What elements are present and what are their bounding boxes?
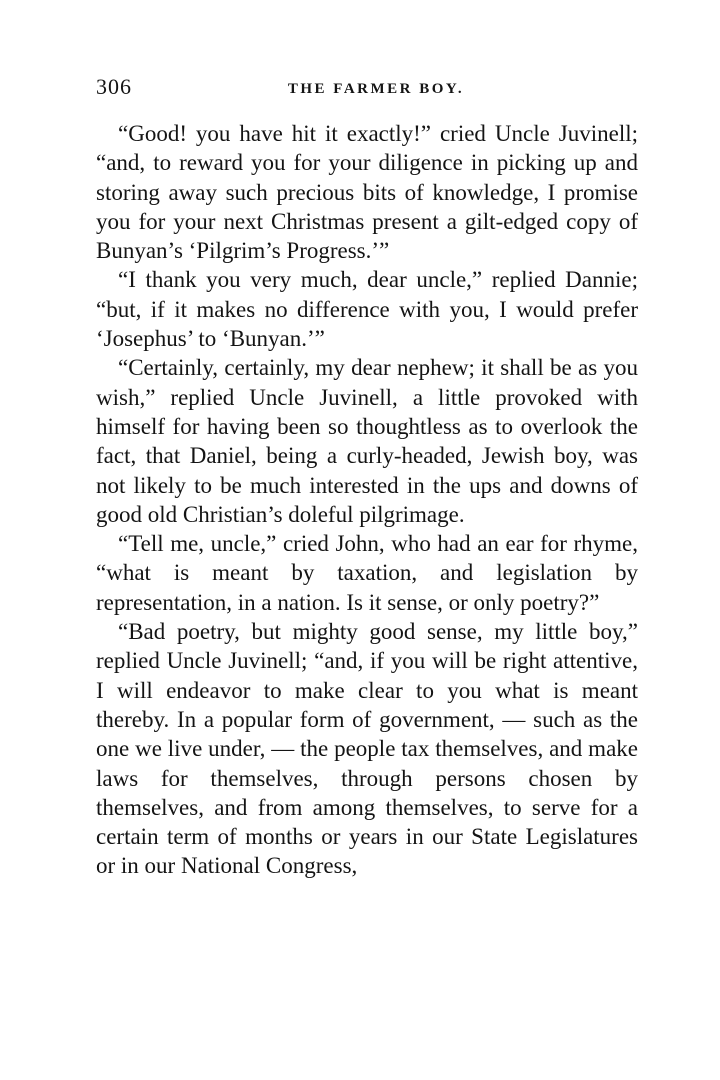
body-text xyxy=(96,119,638,881)
page-header xyxy=(96,72,638,102)
paragraph: “Good! you have hit it exactly!” cried Uncle Juvinell; “and, to reward you for your diligence in picking up and storing away such precious bits of knowledge, I promise you for your next Christmas present a gilt-edged copy of Bunyan’s ‘Pilgrim’s Progress.’” xyxy=(96,121,638,264)
paragraph: “Certainly, certainly, my dear nephew; it shall be as you wish,” replied Uncle Juvinell, a little provoked with himself for having been so thoughtless as to overlook the fact, that Daniel, being a curly-headed, Jewish boy, was not likely to be much interested in the ups and downs of good old Christian’s doleful pilgrimage. xyxy=(96,355,638,527)
paragraph: “I thank you very much, dear uncle,” replied Dannie; “but, if it makes no difference with you, I would prefer ‘Josephus’ to ‘Bunyan.’” xyxy=(96,267,638,352)
running-head: THE FARMER BOY. xyxy=(287,81,465,97)
page-number: 306 xyxy=(96,74,132,99)
paragraph: “Bad poetry, but mighty good sense, my little boy,” replied Uncle Juvinell; “and, if you will be right attentive, I will endeavor to make clear to you what is meant thereby. In a popular form of government, — such as the one we live under, — the people tax themselves, and make laws for themselves, through persons chosen by themselves, and from among themselves, to serve for a certain term of months or years in our State Legislatures or in our National Congress, xyxy=(96,619,638,879)
paragraph: “Tell me, uncle,” cried John, who had an ear for rhyme, “what is meant by taxation, and legislation by representation, in a nation. Is it sense, or only poetry?” xyxy=(96,531,638,615)
